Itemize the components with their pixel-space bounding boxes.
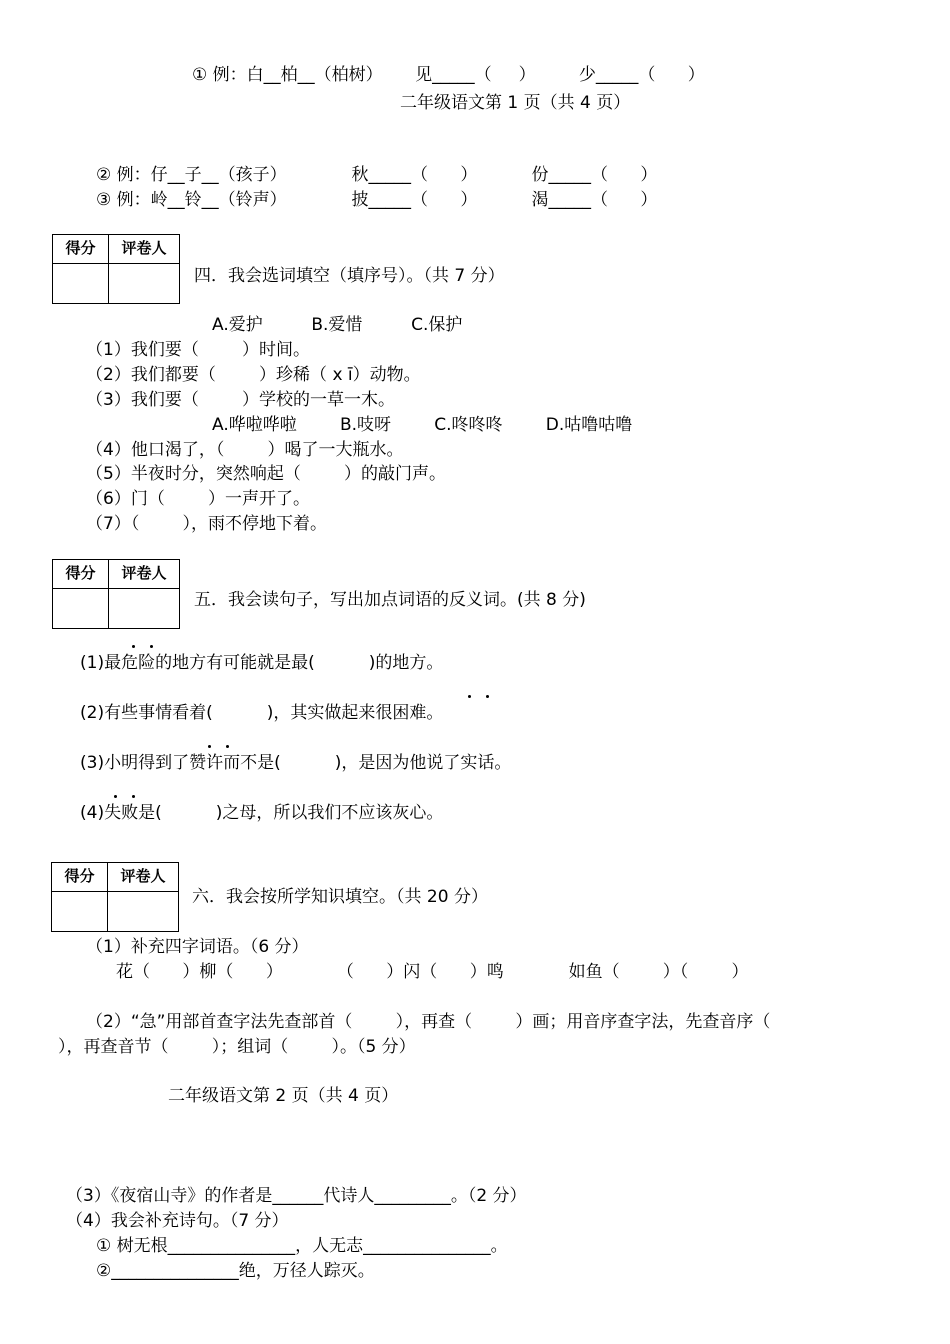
section5-item-1: (1)最危险的地方有可能就是最( )的地方。	[80, 653, 444, 673]
section6-q4-title: （4）我会补充诗句。（7 分）	[66, 1211, 289, 1231]
emphasis-dot	[132, 645, 135, 648]
emphasis-dot	[208, 745, 211, 748]
emphasis-dot	[150, 645, 153, 648]
emphasis-dot	[132, 795, 135, 798]
section6-q4-item-1: ① 树无根_______________，人无志_______________。	[96, 1236, 508, 1256]
section4-item-4: （4）他口渴了，（ ）喝了一大瓶水。	[86, 440, 404, 460]
section6-q4-item-2: ②_______________绝，万径人踪灭。	[96, 1261, 375, 1281]
section5-item-3: (3)小明得到了赞许而不是( )，是因为他说了实话。	[80, 753, 512, 773]
emphasis-dot	[486, 695, 489, 698]
grader-label: 评卷人	[121, 564, 167, 582]
section4-item-7: （7）（ ），雨不停地下着。	[86, 514, 328, 534]
section4-item-1: （1）我们要（ ）时间。	[86, 340, 311, 360]
emphasis-dot	[114, 795, 117, 798]
section4-item-6: （6）门（ ）一声开了。	[86, 489, 311, 509]
section4-item-5: （5）半夜时分，突然响起（ ）的敲门声。	[86, 464, 447, 484]
section6-q2-line1: （2）“急”用部首查字法先查部首（ ），再查（ ）画；用音序查字法，先查音序（	[86, 1012, 771, 1032]
score-box-section4	[52, 234, 180, 304]
section5-title: 五．我会读句子，写出加点词语的反义词。(共 8 分)	[194, 590, 586, 610]
score-label: 得分	[53, 235, 109, 263]
section4-options-2: A.哗啦哗啦 B.吱呀 C.咚咚咚 D.咕噜咕噜	[212, 415, 633, 435]
exercise-line-3: ③ 例：岭__铃__（铃声） 披_____（ ） 渴_____（ ）	[96, 190, 658, 210]
section4-options-1: A.爱护 B.爱惜 C.保护	[212, 315, 463, 335]
grader-label: 评卷人	[121, 239, 167, 257]
section4-title: 四．我会选词填空（填序号）。（共 7 分）	[194, 266, 505, 286]
section6-q1-title: （1）补充四字词语。（6 分）	[86, 937, 309, 957]
section6-q3-line: （3）《夜宿山寺》的作者是______代诗人_________。（2 分）	[66, 1186, 527, 1206]
score-label: 得分	[52, 863, 108, 891]
section4-item-2: （2）我们都要（ ）珍稀（ x ī）动物。	[86, 365, 421, 385]
section5-item-4: (4)失败是( )之母，所以我们不应该灰心。	[80, 803, 444, 823]
score-box-section6	[51, 862, 179, 932]
score-box-section5	[52, 559, 180, 629]
section6-q2-line2: ），再查音节（ ）；组词（ ）。（5 分）	[58, 1037, 416, 1057]
section6-title: 六．我会按所学知识填空。（共 20 分）	[192, 887, 488, 907]
section5-item-2: (2)有些事情看着( )，其实做起来很困难。	[80, 703, 444, 723]
exercise-line-2: ② 例：仔__子__（孩子） 秋_____（ ） 份_____（ ）	[96, 165, 658, 185]
score-label: 得分	[53, 560, 109, 588]
emphasis-dot	[468, 695, 471, 698]
page-footer-2: 二年级语文第 2 页（共 4 页）	[168, 1086, 399, 1106]
section6-q1-line: 花（ ）柳（ ） （ ）闪（ ）鸣 如鱼（ ）（ ）	[116, 962, 749, 982]
page-footer-1: 二年级语文第 1 页（共 4 页）	[400, 93, 631, 113]
exercise-line-1: ① 例：白__柏__（柏树） 见_____（ ） 少_____（ ）	[192, 65, 705, 85]
emphasis-dot	[226, 745, 229, 748]
grader-label: 评卷人	[120, 867, 166, 885]
section4-item-3: （3）我们要（ ）学校的一草一木。	[86, 390, 396, 410]
